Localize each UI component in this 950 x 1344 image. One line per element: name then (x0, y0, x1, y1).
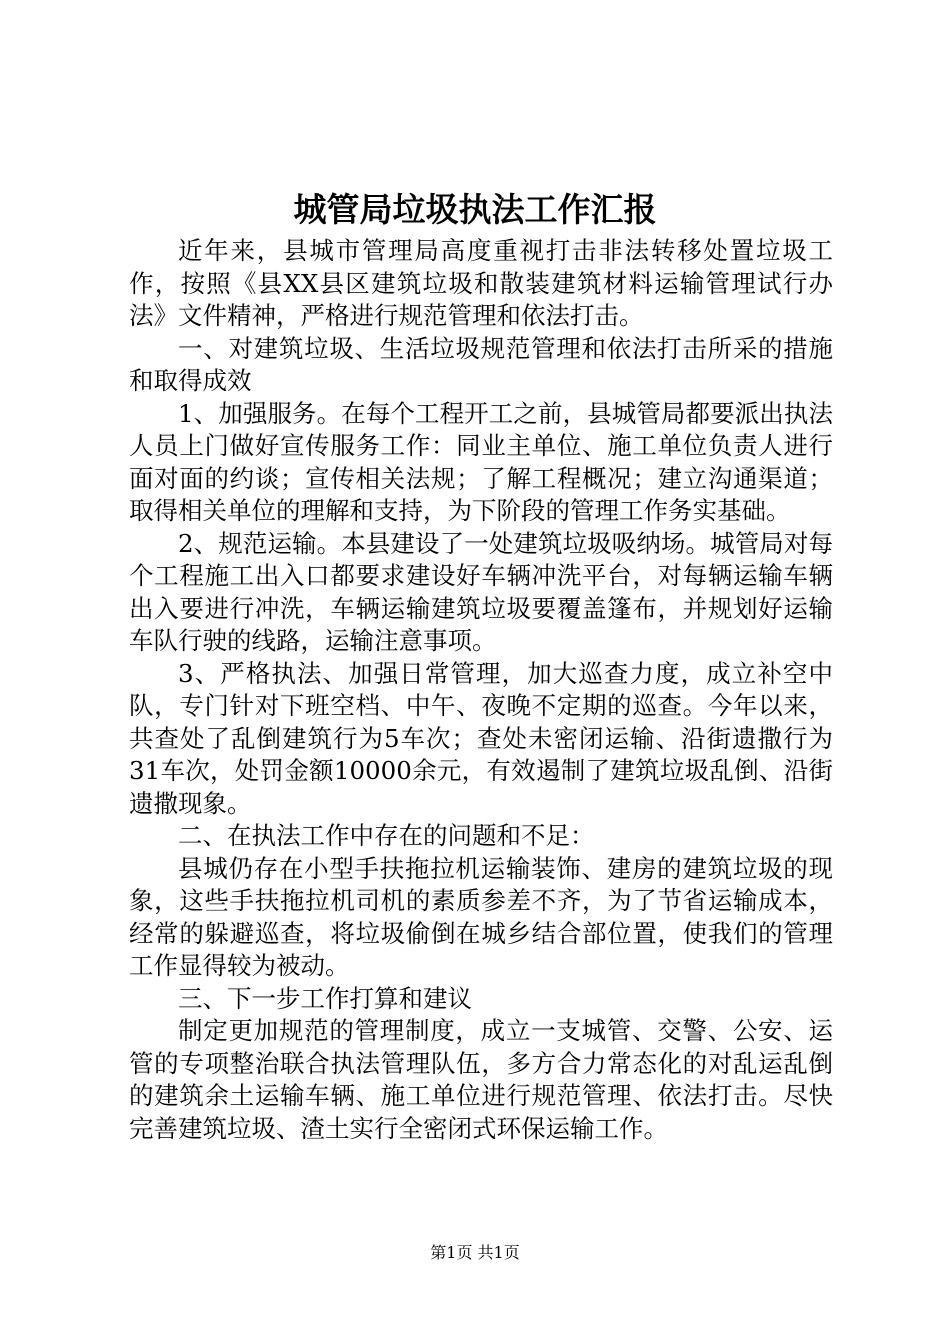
page-footer: 第1页 共1页 (430, 1243, 520, 1262)
paragraph-problems: 县城仍存在小型手扶拖拉机运输装饰、建房的建筑垃圾的现象，这些手扶拖拉机司机的素质参差不齐，为了节省运输成本，经常的躲避巡查，将垃圾偷倒在城乡结合部位置，使我们的管理工作显得较为被动。 (129, 853, 833, 980)
section-heading-2: 二、在执法工作中存在的问题和不足： (178, 821, 595, 850)
document-body (129, 235, 833, 1145)
section-heading-1: 一、对建筑垃圾、生活垃圾规范管理和依法打击所采的措施和取得成效 (129, 333, 833, 395)
paragraph-item-2: 2、规范运输。本县建设了一处建筑垃圾吸纳场。城管局对每个工程施工出入口都要求建设好车辆冲洗平台，对每辆运输车辆出入要进行冲洗，车辆运输建筑垃圾要覆盖篷布，并规划好运输车队行驶的线路，运输注意事项。 (129, 528, 833, 655)
document-title: 城管局垃圾执法工作汇报 (293, 190, 657, 229)
section-heading-3: 三、下一步工作打算和建议 (178, 983, 472, 1013)
paragraph-intro: 近年来，县城市管理局高度重视打击非法转移处置垃圾工作，按照《县XX县区建筑垃圾和散装建筑材料运输管理试行办法》文件精神，严格进行规范管理和依法打击。 (129, 236, 833, 330)
paragraph-suggestions: 制定更加规范的管理制度，成立一支城管、交警、公安、运管的专项整治联合执法管理队伍，多方合力常态化的对乱运乱倒的建筑余土运输车辆、施工单位进行规范管理、依法打击。尽快完善建筑垃圾、渣土实行全密闭式环保运输工作。 (129, 1016, 833, 1143)
paragraph-item-3: 3、严格执法、加强日常管理，加大巡查力度，成立补空中队，专门针对下班空档、中午、夜晚不定期的巡查。今年以来，共查处了乱倒建筑行为5车次；查处未密闭运输、沿街遗撒行为31车次，处罚金额10000余元，有效遏制了建筑垃圾乱倒、沿街遗撒现象。 (129, 658, 833, 818)
paragraph-item-1: 1、加强服务。在每个工程开工之前，县城管局都要派出执法人员上门做好宣传服务工作：同业主单位、施工单位负责人进行面对面的约谈；宣传相关法规；了解工程概况；建立沟通渠道；取得相关单位的理解和支持，为下阶段的管理工作务实基础。 (129, 398, 833, 525)
